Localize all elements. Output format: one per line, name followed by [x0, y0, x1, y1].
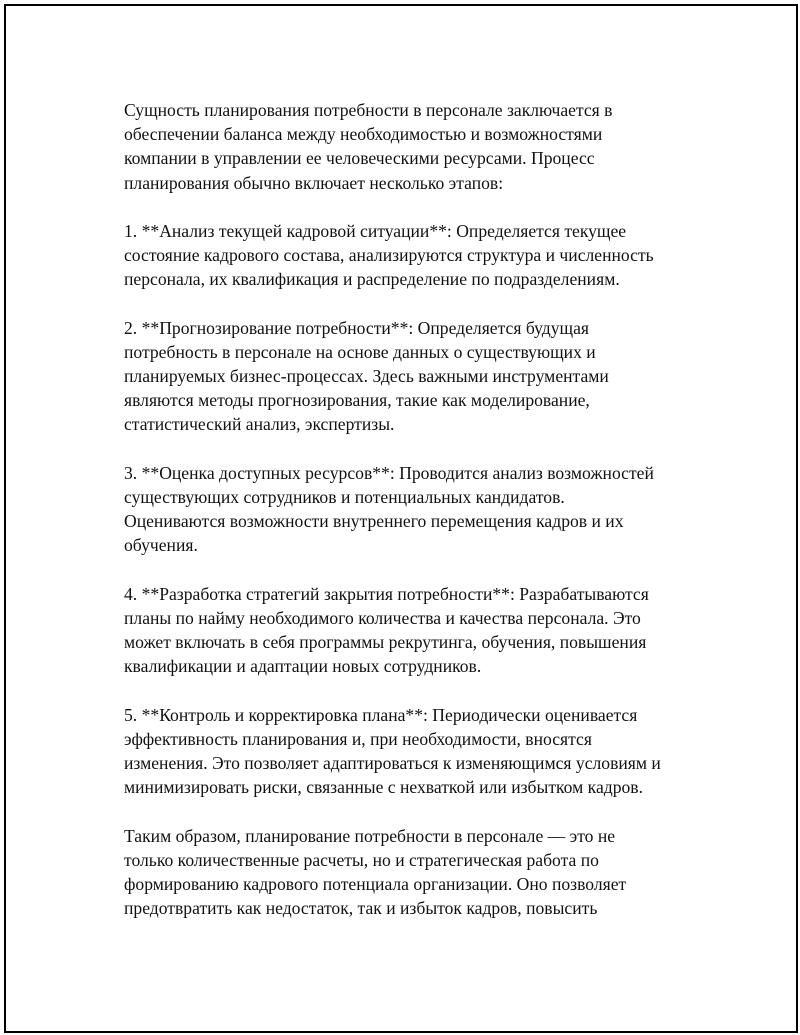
- paragraph-step-4: [124, 582, 694, 679]
- text-line: может включать в себя программы рекрутинга, обучения, повышения: [124, 632, 647, 653]
- text-line: планирования обычно включает несколько этапов:: [124, 172, 504, 193]
- text-line: 4. **Разработка стратегий закрытия потребности**: Разрабатываются: [124, 583, 649, 604]
- text-line: персонала, их квалификация и распределение по подразделениям.: [124, 269, 620, 290]
- text-line: планы по найму необходимого количества и качества персонала. Это: [124, 607, 641, 628]
- text-line: изменения. Это позволяет адаптироваться к изменяющимся условиям и: [124, 753, 661, 774]
- paragraph-step-5: [124, 703, 694, 800]
- page-frame: [4, 4, 798, 1033]
- text-line: 1. **Анализ текущей кадровой ситуации**: Определяется текущее: [124, 220, 627, 241]
- text-line: 5. **Контроль и корректировка плана**: Периодически оценивается: [124, 704, 638, 725]
- text-line: существующих сотрудников и потенциальных кандидатов.: [124, 487, 565, 507]
- text-line: компании в управлении ее человеческими ресурсами. Процесс: [124, 148, 595, 169]
- text-line: обучения.: [124, 535, 198, 556]
- text-line: планируемых бизнес-процессах. Здесь важными инструментами: [124, 366, 609, 387]
- text-line: квалификации и адаптации новых сотрудников.: [124, 656, 482, 677]
- text-line: эффективность планирования и, при необходимости, вносятся: [124, 728, 592, 749]
- paragraph-conclusion: [124, 824, 694, 921]
- paragraph-intro: [124, 98, 694, 195]
- text-line: только количественные расчеты, но и стратегическая работа по: [124, 849, 599, 870]
- text-line: потребность в персонале на основе данных о существующих и: [124, 341, 596, 362]
- text-line: формированию кадрового потенциала организации. Оно позволяет: [124, 874, 627, 894]
- text-line: Оцениваются возможности внутреннего перемещения кадров и их: [124, 511, 624, 532]
- text-line: 3. **Оценка доступных ресурсов**: Проводится анализ возможностей: [124, 462, 654, 483]
- paragraph-step-3: [124, 461, 694, 558]
- text-line: 2. **Прогнозирование потребности**: Определяется будущая: [124, 317, 589, 338]
- text-line: предотвратить как недостаток, так и избыток кадров, повысить: [124, 898, 598, 919]
- text-line: Таким образом, планирование потребности в персонале — это не: [124, 825, 616, 846]
- text-line: минимизировать риски, связанные с нехваткой или избытком кадров.: [124, 777, 644, 798]
- paragraph-step-1: [124, 219, 694, 292]
- text-line: являются методы прогнозирования, такие как моделирование,: [124, 390, 590, 411]
- document-text: [124, 98, 694, 920]
- text-line: статистический анализ, экспертизы.: [124, 414, 395, 435]
- text-line: состояние кадрового состава, анализируются структура и численность: [124, 245, 654, 266]
- text-line: обеспечении баланса между необходимостью и возможностями: [124, 124, 603, 145]
- paragraph-step-2: [124, 316, 694, 437]
- text-line: Сущность планирования потребности в персонале заключается в: [124, 100, 613, 120]
